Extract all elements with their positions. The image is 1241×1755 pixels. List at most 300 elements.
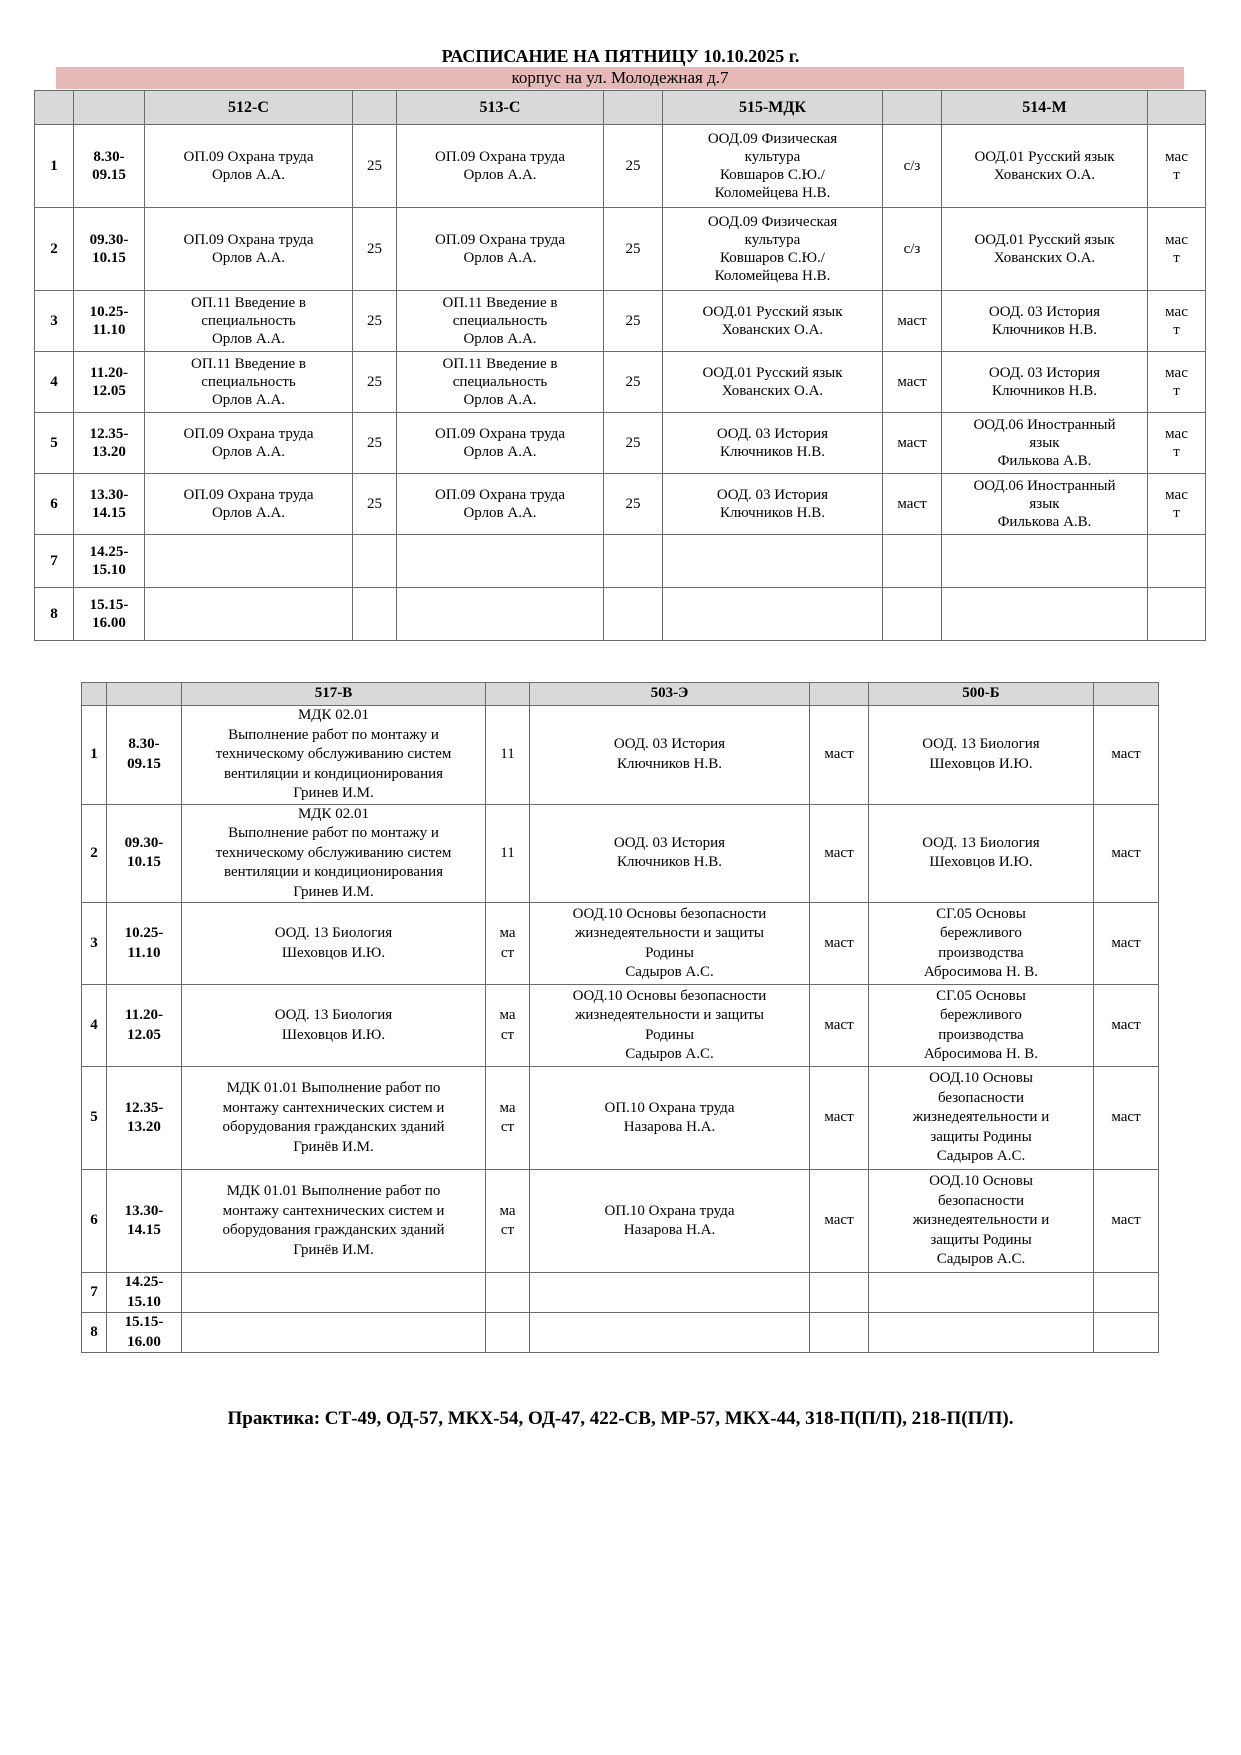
lesson-cell bbox=[182, 1313, 486, 1353]
cell-line: ст bbox=[500, 1119, 515, 1135]
cell-line: мас bbox=[1165, 426, 1188, 442]
table-row bbox=[35, 413, 1206, 474]
cell-line: Ковшаров С.Ю./ bbox=[720, 167, 825, 183]
room-cell bbox=[353, 291, 397, 352]
cell-line: 25 bbox=[367, 374, 382, 390]
room-cell bbox=[1094, 1170, 1159, 1273]
room-cell bbox=[883, 208, 942, 291]
lesson-cell bbox=[145, 474, 353, 535]
cell-line: ООД.06 Иностранный bbox=[973, 417, 1116, 433]
table-row bbox=[35, 352, 1206, 413]
cell-line: мас bbox=[1165, 149, 1188, 165]
cell-line: Орлов А.А. bbox=[211, 331, 286, 347]
lesson-cell bbox=[869, 903, 1094, 985]
cell-line: 14.25- bbox=[124, 1274, 164, 1290]
cell-line: ОП.09 Охрана труда bbox=[435, 487, 565, 503]
cell-line: Выполнение работ по монтажу и bbox=[228, 726, 439, 743]
lesson-cell bbox=[145, 588, 353, 641]
room-cell bbox=[883, 535, 942, 588]
cell-line: Садыров А.С. bbox=[936, 1148, 1026, 1165]
room-cell bbox=[353, 413, 397, 474]
cell-line: 25 bbox=[625, 313, 641, 329]
lesson-number: 6 bbox=[35, 474, 74, 535]
cell-line: маст bbox=[897, 374, 927, 390]
room-cell bbox=[604, 208, 663, 291]
lesson-cell bbox=[942, 588, 1148, 641]
lesson-time bbox=[74, 535, 145, 588]
lesson-cell bbox=[663, 291, 883, 352]
cell-line: ОП.09 Охрана труда bbox=[435, 232, 565, 248]
cell-line: т bbox=[1173, 322, 1180, 338]
cell-line: 10.15 bbox=[127, 854, 161, 871]
cell-line: бережливого bbox=[940, 925, 1022, 941]
cell-line: ООД.01 Русский язык bbox=[974, 149, 1115, 165]
lesson-cell bbox=[869, 706, 1094, 805]
cell-line: 25 bbox=[367, 313, 382, 329]
group-header: 503-Э bbox=[530, 683, 810, 706]
room-cell bbox=[604, 413, 663, 474]
table-row bbox=[35, 208, 1206, 291]
cell-line: специальность bbox=[452, 374, 548, 390]
cell-line: Орлов А.А. bbox=[211, 392, 286, 408]
cell-line: ма bbox=[499, 925, 516, 941]
room-cell bbox=[1148, 352, 1206, 413]
room-cell bbox=[1148, 208, 1206, 291]
cell-line: Ключников Н.В. bbox=[992, 322, 1097, 338]
lesson-number: 4 bbox=[35, 352, 74, 413]
cell-line: Ключников Н.В. bbox=[617, 755, 722, 772]
lesson-cell bbox=[182, 903, 486, 985]
lesson-number: 5 bbox=[82, 1067, 107, 1170]
cell-line: 12.35- bbox=[124, 1099, 164, 1116]
cell-line: 8.30- bbox=[128, 736, 160, 753]
room-cell bbox=[604, 352, 663, 413]
lesson-number: 1 bbox=[35, 125, 74, 208]
group-header: 512-С bbox=[145, 91, 353, 125]
room-cell bbox=[810, 1170, 869, 1273]
lesson-cell bbox=[397, 208, 604, 291]
cell-line: ООД.09 Физическая bbox=[707, 214, 838, 230]
cell-line: ст bbox=[500, 1222, 515, 1238]
lesson-cell bbox=[869, 1067, 1094, 1170]
cell-line: Родины bbox=[645, 1026, 694, 1043]
table-row bbox=[82, 1273, 1159, 1313]
room-cell bbox=[486, 985, 530, 1067]
cell-line: 10.25- bbox=[124, 925, 164, 941]
cell-line: культура bbox=[744, 232, 801, 248]
cell-line: 15.10 bbox=[127, 1293, 161, 1310]
room-cell bbox=[1094, 985, 1159, 1067]
lesson-number: 5 bbox=[35, 413, 74, 474]
room-cell bbox=[810, 1273, 869, 1313]
cell-line: маст bbox=[1111, 746, 1141, 762]
cell-line: Ключников Н.В. bbox=[992, 383, 1097, 399]
cell-line: с/з bbox=[903, 241, 921, 257]
group-header: 514-М bbox=[942, 91, 1148, 125]
room-cell bbox=[810, 1067, 869, 1170]
lesson-cell bbox=[182, 1170, 486, 1273]
cell-line: специальность bbox=[452, 313, 548, 329]
room-cell bbox=[1094, 903, 1159, 985]
cell-line: 09.30- bbox=[124, 834, 164, 851]
lesson-cell bbox=[182, 706, 486, 805]
lesson-cell bbox=[530, 804, 810, 903]
lesson-time bbox=[74, 352, 145, 413]
cell-line: ОП.09 Охрана труда bbox=[183, 487, 314, 503]
cell-line: Садыров А.С. bbox=[625, 964, 714, 980]
cell-line: 11 bbox=[500, 844, 515, 861]
cell-line: 25 bbox=[367, 241, 382, 257]
lesson-cell bbox=[145, 352, 353, 413]
cell-line: ООД.10 Основы bbox=[929, 1070, 1033, 1087]
cell-line: ОП.11 Введение в bbox=[442, 295, 558, 311]
cell-line: ООД. 03 История bbox=[716, 426, 829, 442]
cell-line: жизнедеятельности и bbox=[912, 1109, 1050, 1126]
room-cell bbox=[486, 706, 530, 805]
room-cell bbox=[604, 588, 663, 641]
cell-line: Орлов А.А. bbox=[463, 167, 537, 183]
room-cell bbox=[486, 903, 530, 985]
cell-line: Абросимова Н. В. bbox=[923, 1046, 1039, 1062]
cell-line: Орлов А.А. bbox=[211, 444, 286, 460]
cell-line: оборудования гражданских зданий bbox=[222, 1222, 445, 1238]
lesson-time bbox=[74, 474, 145, 535]
cell-line: МДК 02.01 bbox=[297, 805, 370, 822]
cell-line: защиты Родины bbox=[930, 1231, 1032, 1248]
lesson-time bbox=[107, 985, 182, 1067]
cell-line: 11 bbox=[500, 746, 515, 762]
cell-line: Орлов А.А. bbox=[463, 392, 537, 408]
cell-line: Коломейцева Н.В. bbox=[714, 268, 831, 284]
room-cell bbox=[883, 588, 942, 641]
room-cell bbox=[486, 1067, 530, 1170]
room-cell bbox=[486, 1313, 530, 1353]
room-cell bbox=[604, 535, 663, 588]
cell-line: 16.00 bbox=[92, 615, 126, 631]
room-cell bbox=[486, 1170, 530, 1273]
cell-line: МДК 02.01 bbox=[297, 707, 370, 723]
cell-line: производства bbox=[938, 944, 1024, 961]
cell-line: Шеховцов И.Ю. bbox=[281, 944, 386, 961]
cell-line: ОП.11 Введение в bbox=[191, 295, 306, 311]
cell-line: 15.10 bbox=[92, 562, 126, 578]
lesson-cell bbox=[663, 352, 883, 413]
table-row bbox=[35, 535, 1206, 588]
lesson-cell bbox=[942, 474, 1148, 535]
room-cell bbox=[486, 1273, 530, 1313]
cell-line: маст bbox=[824, 1212, 854, 1229]
cell-line: Орлов А.А. bbox=[211, 250, 286, 266]
room-cell bbox=[810, 985, 869, 1067]
lesson-number: 2 bbox=[82, 804, 107, 903]
lesson-cell bbox=[530, 1273, 810, 1313]
cell-line: 16.00 bbox=[127, 1333, 161, 1350]
table-row bbox=[82, 985, 1159, 1067]
lesson-cell bbox=[942, 125, 1148, 208]
schedule-table-1 bbox=[34, 90, 1206, 641]
group-header: 517-В bbox=[182, 683, 486, 706]
header-room-cell bbox=[1148, 91, 1206, 125]
header-room-cell bbox=[604, 91, 663, 125]
cell-line: ООД. 03 История bbox=[613, 834, 726, 851]
cell-line: Орлов А.А. bbox=[463, 444, 537, 460]
room-cell bbox=[883, 125, 942, 208]
cell-line: Шеховцов И.Ю. bbox=[281, 1026, 386, 1043]
room-cell bbox=[1094, 1273, 1159, 1313]
lesson-time bbox=[74, 208, 145, 291]
lesson-time bbox=[74, 291, 145, 352]
table-row bbox=[35, 125, 1206, 208]
lesson-cell bbox=[182, 1067, 486, 1170]
lesson-time bbox=[107, 706, 182, 805]
lesson-cell bbox=[145, 535, 353, 588]
cell-line: 13.20 bbox=[127, 1119, 161, 1135]
cell-line: ОП.09 Охрана труда bbox=[435, 426, 565, 442]
room-cell bbox=[353, 474, 397, 535]
cell-line: монтажу сантехнических систем и bbox=[222, 1202, 445, 1219]
lesson-cell bbox=[397, 413, 604, 474]
lesson-cell bbox=[663, 208, 883, 291]
table-row bbox=[82, 1067, 1159, 1170]
header-num-cell bbox=[82, 683, 107, 706]
cell-line: Хованских О.А. bbox=[993, 167, 1096, 183]
cell-line: маст bbox=[1111, 1109, 1141, 1126]
room-cell bbox=[810, 804, 869, 903]
lesson-cell bbox=[663, 588, 883, 641]
practice-note: Практика: СТ-49, ОД-57, МКХ-54, ОД-47, 422-СВ, МР-57, МКХ-44, 318-П(П/П), 218-П(П/П). bbox=[227, 1408, 1014, 1429]
cell-line: ОП.10 Охрана труда bbox=[604, 1202, 735, 1219]
lesson-number: 1 bbox=[82, 706, 107, 805]
lesson-number: 7 bbox=[35, 535, 74, 588]
cell-line: т bbox=[1173, 383, 1180, 399]
cell-line: маст bbox=[824, 844, 854, 861]
cell-line: вентиляции и кондиционирования bbox=[223, 765, 444, 782]
cell-line: 25 bbox=[625, 241, 641, 257]
lesson-cell bbox=[145, 208, 353, 291]
cell-line: жизнедеятельности и защиты bbox=[575, 925, 764, 941]
room-cell bbox=[353, 535, 397, 588]
lesson-time bbox=[107, 1067, 182, 1170]
room-cell bbox=[1094, 804, 1159, 903]
room-cell bbox=[353, 125, 397, 208]
cell-line: Абросимова Н. В. bbox=[923, 964, 1039, 980]
cell-line: ООД. 13 Биология bbox=[922, 834, 1040, 851]
lesson-cell bbox=[397, 474, 604, 535]
cell-line: вентиляции и кондиционирования bbox=[223, 864, 444, 880]
cell-line: Филькова А.В. bbox=[997, 453, 1092, 469]
group-header: 513-С bbox=[397, 91, 604, 125]
header-room-cell bbox=[883, 91, 942, 125]
cell-line: ма bbox=[499, 1202, 516, 1219]
schedule-table-2 bbox=[81, 682, 1159, 1353]
header-room-cell bbox=[353, 91, 397, 125]
lesson-time bbox=[74, 125, 145, 208]
lesson-cell bbox=[942, 535, 1148, 588]
cell-line: ООД.09 Физическая bbox=[707, 131, 838, 147]
room-cell bbox=[883, 352, 942, 413]
cell-line: ООД. 03 История bbox=[613, 736, 726, 753]
cell-line: 15.15- bbox=[89, 597, 129, 613]
cell-line: 11.10 bbox=[127, 944, 161, 961]
cell-line: Гринёв И.М. bbox=[293, 1138, 374, 1155]
cell-line: 25 bbox=[625, 435, 641, 451]
lesson-time bbox=[74, 588, 145, 641]
room-cell bbox=[1148, 474, 1206, 535]
lesson-cell bbox=[182, 804, 486, 903]
cell-line: 25 bbox=[625, 496, 641, 512]
room-cell bbox=[1148, 413, 1206, 474]
table-row bbox=[82, 804, 1159, 903]
building-band: корпус на ул. Молодежная д.7 bbox=[56, 67, 1184, 89]
cell-line: безопасности bbox=[937, 1192, 1025, 1209]
lesson-number: 2 bbox=[35, 208, 74, 291]
cell-line: маст bbox=[824, 746, 854, 762]
cell-line: ООД.01 Русский язык bbox=[702, 304, 843, 320]
room-cell bbox=[1148, 291, 1206, 352]
header-room-cell bbox=[810, 683, 869, 706]
lesson-cell bbox=[942, 352, 1148, 413]
cell-line: 13.30- bbox=[89, 487, 129, 503]
cell-line: ООД.06 Иностранный bbox=[973, 478, 1116, 494]
room-cell bbox=[353, 352, 397, 413]
lesson-time bbox=[107, 1273, 182, 1313]
cell-line: Назарова Н.А. bbox=[623, 1222, 716, 1238]
cell-line: оборудования гражданских зданий bbox=[222, 1119, 445, 1135]
cell-line: жизнедеятельности и защиты bbox=[575, 1007, 764, 1023]
cell-line: специальность bbox=[201, 374, 296, 390]
lesson-number: 4 bbox=[82, 985, 107, 1067]
cell-line: ООД.10 Основы безопасности bbox=[572, 905, 767, 922]
room-cell bbox=[810, 1313, 869, 1353]
cell-line: Орлов А.А. bbox=[463, 505, 537, 521]
room-cell bbox=[810, 903, 869, 985]
lesson-number: 8 bbox=[82, 1313, 107, 1353]
cell-line: Коломейцева Н.В. bbox=[714, 185, 831, 201]
cell-line: с/з bbox=[903, 158, 921, 174]
cell-line: ООД.10 Основы безопасности bbox=[572, 987, 767, 1004]
lesson-cell bbox=[942, 208, 1148, 291]
cell-line: Гринев И.М. bbox=[293, 883, 374, 900]
cell-line: 11.10 bbox=[92, 322, 126, 338]
room-cell bbox=[1094, 1067, 1159, 1170]
page-title: РАСПИСАНИЕ НА ПЯТНИЦУ 10.10.2025 г. bbox=[441, 46, 800, 66]
room-cell bbox=[883, 413, 942, 474]
cell-line: Орлов А.А. bbox=[463, 250, 537, 266]
cell-line: производства bbox=[938, 1026, 1024, 1043]
cell-line: бережливого bbox=[940, 1007, 1022, 1023]
cell-line: 11.20- bbox=[125, 1007, 163, 1023]
cell-line: 14.15 bbox=[92, 505, 126, 521]
cell-line: 13.20 bbox=[92, 444, 126, 460]
cell-line: маст bbox=[1111, 844, 1141, 861]
cell-line: мас bbox=[1165, 304, 1188, 320]
cell-line: 12.05 bbox=[127, 1026, 161, 1043]
lesson-cell bbox=[530, 1170, 810, 1273]
table-row bbox=[82, 903, 1159, 985]
cell-line: язык bbox=[1029, 435, 1060, 451]
room-cell bbox=[883, 474, 942, 535]
cell-line: 15.15- bbox=[124, 1314, 164, 1330]
header-row bbox=[35, 91, 1206, 125]
header-time-cell bbox=[107, 683, 182, 706]
lesson-cell bbox=[942, 413, 1148, 474]
cell-line: безопасности bbox=[937, 1089, 1025, 1106]
lesson-cell bbox=[942, 291, 1148, 352]
table-row bbox=[35, 474, 1206, 535]
lesson-cell bbox=[397, 291, 604, 352]
cell-line: ООД. 03 История bbox=[716, 487, 829, 503]
cell-line: Родины bbox=[645, 944, 694, 961]
room-cell bbox=[1148, 588, 1206, 641]
lesson-number: 6 bbox=[82, 1170, 107, 1273]
cell-line: Ключников Н.В. bbox=[617, 854, 722, 871]
lesson-cell bbox=[530, 1313, 810, 1353]
cell-line: защиты Родины bbox=[930, 1128, 1032, 1145]
room-cell bbox=[353, 208, 397, 291]
cell-line: Орлов А.А. bbox=[211, 167, 286, 183]
lesson-cell bbox=[397, 352, 604, 413]
header-num-cell bbox=[35, 91, 74, 125]
cell-line: ОП.10 Охрана труда bbox=[604, 1099, 735, 1116]
cell-line: Орлов А.А. bbox=[463, 331, 537, 347]
cell-line: мас bbox=[1165, 487, 1188, 503]
cell-line: 25 bbox=[625, 158, 641, 174]
lesson-cell bbox=[663, 413, 883, 474]
cell-line: ООД. 13 Биология bbox=[274, 1007, 393, 1023]
room-cell bbox=[1148, 535, 1206, 588]
lesson-time bbox=[107, 1313, 182, 1353]
cell-line: Хованских О.А. bbox=[993, 250, 1096, 266]
cell-line: ООД.01 Русский язык bbox=[974, 232, 1115, 248]
cell-line: ООД. 13 Биология bbox=[922, 736, 1040, 753]
cell-line: маст bbox=[897, 313, 927, 329]
cell-line: маст bbox=[824, 1109, 854, 1126]
lesson-time bbox=[74, 413, 145, 474]
cell-line: ст bbox=[500, 1026, 515, 1043]
cell-line: 09.15 bbox=[92, 167, 126, 183]
room-cell bbox=[810, 706, 869, 805]
lesson-cell bbox=[869, 1170, 1094, 1273]
cell-line: Садыров А.С. bbox=[936, 1251, 1026, 1268]
cell-line: СГ.05 Основы bbox=[936, 905, 1026, 922]
header-room-cell bbox=[486, 683, 530, 706]
room-cell bbox=[1094, 1313, 1159, 1353]
lesson-cell bbox=[869, 1273, 1094, 1313]
lesson-cell bbox=[145, 413, 353, 474]
cell-line: 25 bbox=[367, 158, 382, 174]
lesson-cell bbox=[530, 1067, 810, 1170]
cell-line: Шеховцов И.Ю. bbox=[929, 755, 1033, 772]
cell-line: маст bbox=[1111, 1016, 1141, 1033]
cell-line: мас bbox=[1165, 232, 1188, 248]
cell-line: ОП.09 Охрана труда bbox=[183, 426, 314, 442]
lesson-number: 7 bbox=[82, 1273, 107, 1313]
cell-line: ОП.09 Охрана труда bbox=[435, 149, 565, 165]
header-time-cell bbox=[74, 91, 145, 125]
cell-line: маст bbox=[897, 496, 927, 512]
lesson-cell bbox=[145, 291, 353, 352]
cell-line: Орлов А.А. bbox=[211, 505, 286, 521]
cell-line: 25 bbox=[625, 374, 641, 390]
cell-line: техническому обслуживанию систем bbox=[215, 844, 452, 861]
group-header: 500-Б bbox=[869, 683, 1094, 706]
cell-line: Гринёв И.М. bbox=[293, 1241, 374, 1258]
room-cell bbox=[486, 804, 530, 903]
cell-line: Хованских О.А. bbox=[721, 383, 824, 399]
cell-line: культура bbox=[744, 149, 801, 165]
cell-line: ст bbox=[500, 944, 515, 961]
header-row bbox=[82, 683, 1159, 706]
